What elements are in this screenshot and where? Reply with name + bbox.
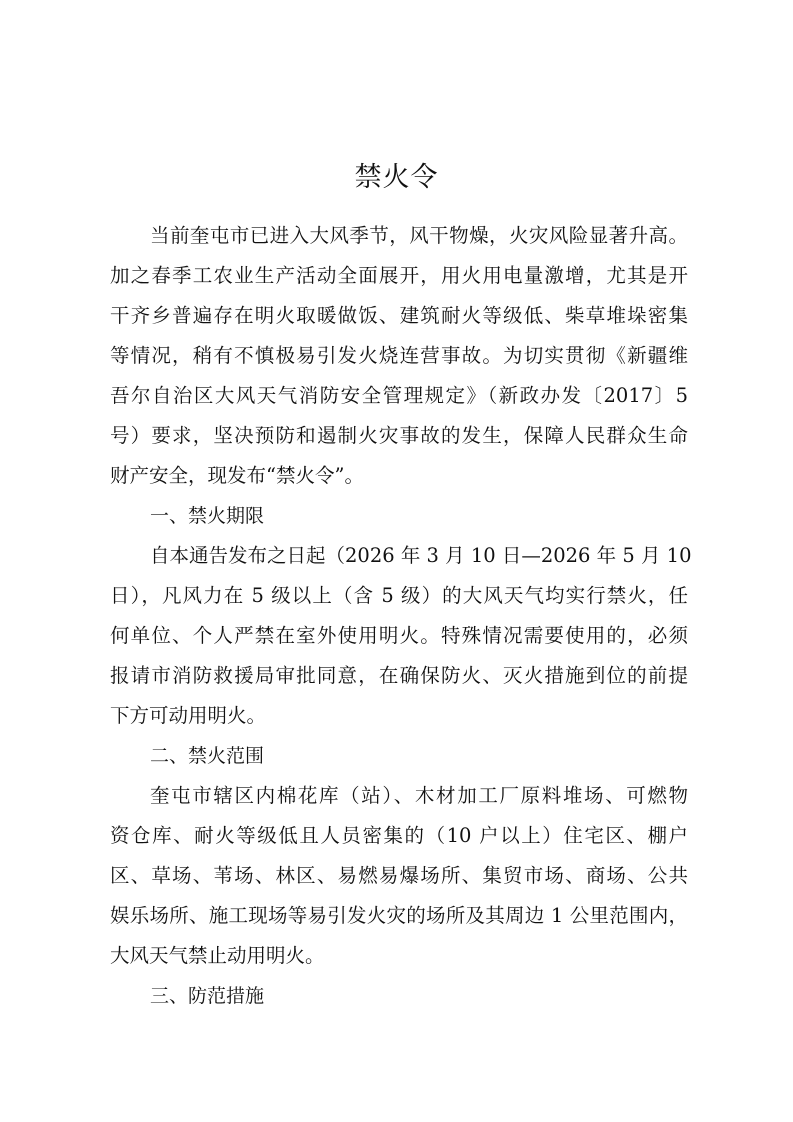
paragraph-line: 干齐乡普遍存在明火取暖做饭、建筑耐火等级低、柴草堆垛密集 xyxy=(110,304,688,327)
paragraph-line: 奎屯市辖区内棉花库（站）、木材加工厂原料堆场、可燃物 xyxy=(150,784,688,807)
paragraph-line: 等情况，稍有不慎极易引发火烧连营事故。为切实贯彻《新疆维 xyxy=(110,344,688,367)
paragraph-line: 吾尔自治区大风天气消防安全管理规定》（新政办发〔2017〕5 xyxy=(110,384,688,407)
paragraph-line: 下方可动用明火。 xyxy=(110,704,267,727)
paragraph-line: 财产安全，现发布“禁火令”。 xyxy=(110,464,364,487)
paragraph-line: 区、草场、苇场、林区、易燃易爆场所、集贸市场、商场、公共 xyxy=(110,864,688,887)
paragraph-line: 娱乐场所、施工现场等易引发火灾的场所及其周边 1 公里范围内， xyxy=(110,904,688,927)
paragraph-line: 加之春季工农业生产活动全面展开，用火用电量激增，尤其是开 xyxy=(110,264,688,287)
section-heading-scope: 二、禁火范围 xyxy=(150,745,265,767)
section-heading-period: 一、禁火期限 xyxy=(150,505,265,527)
paragraph-line: 自本通告发布之日起（2026 年 3 月 10 日—2026 年 5 月 10 xyxy=(150,544,692,567)
paragraph-line: 日），凡风力在 5 级以上（含 5 级）的大风天气均实行禁火，任 xyxy=(110,584,688,607)
paragraph-line: 资仓库、耐火等级低且人员密集的（10 户以上）住宅区、棚户 xyxy=(110,824,688,847)
paragraph-line: 当前奎屯市已进入大风季节，风干物燥，火灾风险显著升高。 xyxy=(150,224,688,247)
paragraph-line: 何单位、个人严禁在室外使用明火。特殊情况需要使用的，必须 xyxy=(110,624,688,647)
paragraph-line: 大风天气禁止动用明火。 xyxy=(110,944,325,967)
paragraph-line: 号）要求，坚决预防和遏制火灾事故的发生，保障人民群众生命 xyxy=(110,424,688,447)
paragraph-line: 报请市消防救援局审批同意，在确保防火、灭火措施到位的前提 xyxy=(110,664,688,687)
section-heading-measures: 三、防范措施 xyxy=(150,985,265,1007)
document-title: 禁火令 xyxy=(354,162,439,194)
